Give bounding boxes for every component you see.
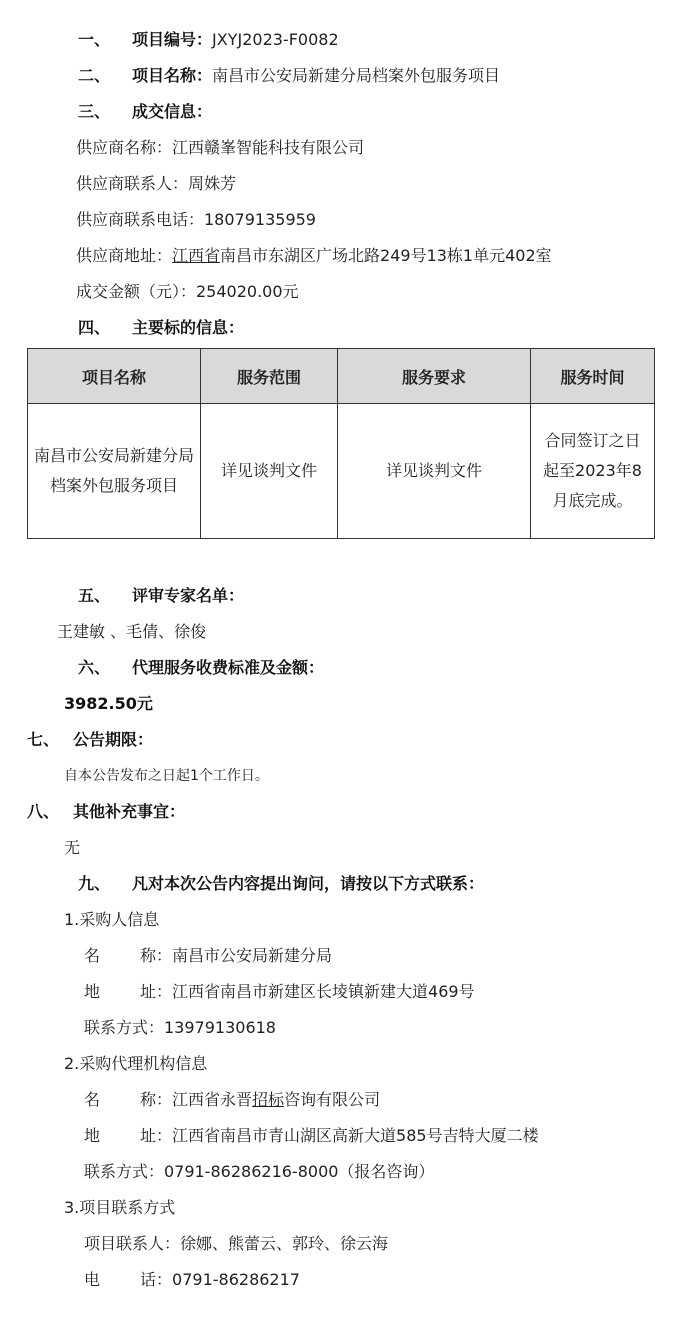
section-9 (78, 874, 484, 894)
table-header-cell: 服务要求 (338, 349, 531, 404)
agency-title: 2.采购代理机构信息 (64, 1054, 208, 1073)
section-1 (78, 30, 339, 50)
table-row (28, 404, 655, 539)
table-header-cell: 项目名称 (28, 349, 201, 404)
section-5-number: 五、 (78, 586, 111, 605)
address-key: 地 (84, 982, 101, 1001)
section-7 (27, 730, 153, 750)
supplier-address-rest: 南昌市东湖区广场北路249号13栋1单元402室 (220, 246, 552, 265)
project-name: 南昌市公安局新建分局档案外包服务项目 (212, 66, 501, 85)
agency-name-post: 咨询有限公司 (284, 1090, 381, 1109)
name-key-suffix: 称： (140, 1090, 173, 1109)
agency-contact: 联系方式：0791-86286216-8000（报名咨询） (84, 1162, 435, 1181)
agency-name-underlined: 招标 (252, 1090, 285, 1109)
section-4-number: 四、 (78, 318, 111, 337)
notice-period: 自本公告发布之日起1个工作日。 (64, 768, 269, 784)
table-header-cell: 服务范围 (201, 349, 338, 404)
section-7-number: 七、 (27, 730, 60, 749)
purchaser-address (84, 982, 475, 1002)
purchaser-name-value: 南昌市公安局新建分局 (172, 946, 333, 965)
deal-amount: 成交金额（元）：254020.00元 (76, 282, 299, 301)
section-5 (78, 586, 244, 606)
section-3-number: 三、 (78, 102, 111, 121)
purchaser-contact: 联系方式：13979130618 (84, 1018, 276, 1037)
section-4 (78, 318, 244, 338)
table-cell: 详见谈判文件 (338, 404, 531, 539)
supplier-address-label: 供应商地址： (76, 246, 173, 265)
section-3 (78, 102, 212, 122)
section-9-label: 凡对本次公告内容提出询问，请按以下方式联系： (132, 874, 485, 893)
section-1-label: 项目编号： (132, 30, 213, 49)
section-5-label: 评审专家名单： (132, 586, 245, 605)
supplier-name: 供应商名称：江西赣峯智能科技有限公司 (76, 138, 365, 157)
section-6 (78, 658, 324, 678)
section-9-number: 九、 (78, 874, 111, 893)
section-8-number: 八、 (27, 802, 60, 821)
agency-name-pre: 江西省永晋 (172, 1090, 253, 1109)
agency-fee: 3982.50元 (64, 694, 153, 713)
purchaser-title: 1.采购人信息 (64, 910, 160, 929)
name-key: 名 (84, 946, 101, 965)
table-header-cell: 服务时间 (531, 349, 655, 404)
name-key: 名 (84, 1090, 101, 1109)
section-4-label: 主要标的信息： (132, 318, 245, 337)
table-cell: 合同签订之日起至2023年8月底完成。 (531, 404, 655, 539)
section-8 (27, 802, 185, 822)
supplementary-matters: 无 (64, 838, 81, 857)
address-key: 地 (84, 1126, 101, 1145)
purchaser-name (84, 946, 332, 966)
section-6-number: 六、 (78, 658, 111, 677)
agency-name (84, 1090, 380, 1110)
phone-key: 电 (84, 1270, 101, 1289)
project-number: JXYJ2023-F0082 (212, 30, 339, 49)
section-7-label: 公告期限： (73, 730, 154, 749)
name-key-suffix: 称： (140, 946, 173, 965)
address-key-suffix: 址： (140, 1126, 173, 1145)
table-cell: 南昌市公安局新建分局档案外包服务项目 (28, 404, 201, 539)
expert-list: 王建敏 、毛倩、徐俊 (57, 622, 207, 641)
section-2-label: 项目名称： (132, 66, 213, 85)
supplier-contact: 供应商联系人：周姝芳 (76, 174, 237, 193)
phone-key-suffix: 话： (140, 1270, 173, 1289)
supplier-phone: 供应商联系电话：18079135959 (76, 210, 316, 229)
section-6-label: 代理服务收费标准及金额： (132, 658, 325, 677)
table-header-row (28, 349, 655, 404)
project-contact-phone (84, 1270, 300, 1290)
section-8-label: 其他补充事宜： (73, 802, 186, 821)
agency-address (84, 1126, 539, 1146)
section-2 (78, 66, 500, 86)
table-cell: 详见谈判文件 (201, 404, 338, 539)
purchaser-address-value: 江西省南昌市新建区长堎镇新建大道469号 (172, 982, 475, 1001)
project-contact-title: 3.项目联系方式 (64, 1198, 176, 1217)
section-2-number: 二、 (78, 66, 111, 85)
section-1-number: 一、 (78, 30, 111, 49)
agency-address-value: 江西省南昌市青山湖区高新大道585号吉特大厦二楼 (172, 1126, 539, 1145)
supplier-address (76, 246, 552, 266)
address-key-suffix: 址： (140, 982, 173, 1001)
project-phone-value: 0791-86286217 (172, 1270, 300, 1289)
section-3-label: 成交信息： (132, 102, 213, 121)
subject-info-table (27, 348, 655, 539)
project-contact-people: 项目联系人：徐娜、熊蕾云、郭玲、徐云海 (84, 1234, 389, 1253)
supplier-address-province: 江西省 (172, 246, 221, 265)
